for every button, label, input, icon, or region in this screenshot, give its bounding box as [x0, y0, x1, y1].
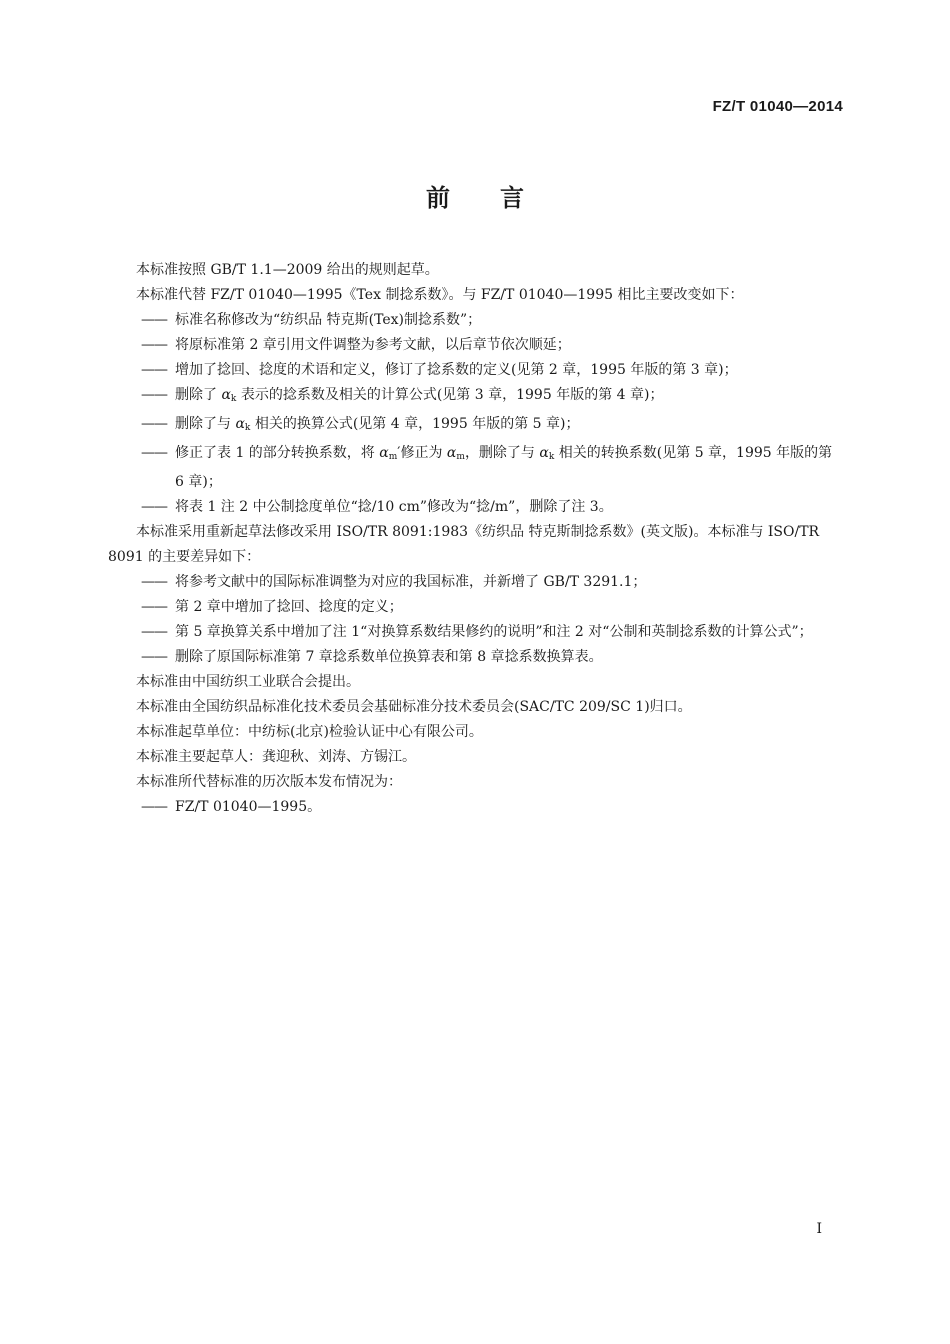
dash-item-text: 标准名称修改为“纺织品 特克斯(Tex)制捻系数”；	[175, 312, 482, 328]
dash-item-text: 第 5 章换算关系中增加了注 1“对换算系数结果修约的说明”和注 2 对“公制和英制捻系数的计算公式”；	[175, 624, 813, 640]
subscript: k	[230, 394, 237, 404]
dash-item	[108, 383, 843, 412]
page-title	[0, 178, 950, 213]
paragraph: 本标准所代替标准的历次版本发布情况为：	[136, 774, 402, 790]
dash-item	[108, 645, 843, 670]
paragraph: 本标准起草单位：中纺标(北京)检验认证中心有限公司。	[136, 724, 483, 740]
subscript: k	[548, 452, 555, 462]
dash-item-text: ′修正为	[397, 445, 447, 461]
dash-item	[108, 795, 843, 820]
alpha-symbol: α	[379, 445, 389, 461]
dash-item	[108, 595, 843, 620]
page-number: I	[816, 1221, 822, 1237]
dash-item-text: 表示的捻系数及相关的计算公式(见第 3 章，1995 年版的第 4 章)；	[236, 387, 664, 403]
dash-item-text: 相关的转换系数(见第 5 章，1995 年版的第 6 章)；	[175, 445, 833, 490]
dash-item	[108, 333, 843, 358]
paragraph: 本标准代替 FZ/T 01040—1995《Tex 制捻系数》。与 FZ/T 01040—1995 相比主要改变如下：	[136, 287, 744, 303]
dash-item-text: 第 2 章中增加了捻回、捻度的定义；	[175, 599, 403, 615]
dash-item	[108, 308, 843, 333]
title-char-2: 言	[500, 183, 524, 212]
subscript: m	[456, 452, 465, 462]
alpha-symbol: α	[235, 416, 245, 432]
dash-item	[108, 441, 843, 495]
alpha-symbol: α	[221, 387, 231, 403]
dash-item-text: 将参考文献中的国际标准调整为对应的我国标准，并新增了 GB/T 3291.1；	[175, 574, 647, 590]
dash-item-text: ，删除了与	[464, 445, 540, 461]
alpha-symbol: α	[539, 445, 549, 461]
subscript: m	[388, 452, 398, 462]
dash-item	[108, 495, 843, 520]
dash-item	[108, 358, 843, 383]
paragraph: 本标准由全国纺织品标准化技术委员会基础标准分技术委员会(SAC/TC 209/SC 1)归口。	[136, 699, 692, 715]
dash-item	[108, 620, 843, 645]
dash-item-text: 删除了原国际标准第 7 章捻系数单位换算表和第 8 章捻系数换算表。	[175, 649, 603, 665]
standard-code: FZ/T 01040—2014	[712, 98, 843, 115]
dash-item	[108, 570, 843, 595]
dash-item	[108, 412, 843, 441]
title-char-1: 前	[426, 183, 450, 212]
alpha-symbol: α	[446, 445, 457, 461]
dash-item-text: FZ/T 01040—1995。	[175, 799, 322, 815]
paragraph: 本标准采用重新起草法修改采用 ISO/TR 8091:1983《纺织品 特克斯制捻系数》(英文版)。本标准与 ISO/TR 8091 的主要差异如下：	[108, 524, 820, 565]
paragraph: 本标准主要起草人：龚迎秋、刘涛、方锡江。	[136, 749, 416, 765]
dash-item-text: 将表 1 注 2 中公制捻度单位“捻/10 cm”修改为“捻/m”，删除了注 3。	[175, 499, 613, 515]
dash-item-text: 相关的换算公式(见第 4 章，1995 年版的第 5 章)；	[250, 416, 580, 432]
paragraph: 本标准由中国纺织工业联合会提出。	[136, 674, 360, 690]
dash-item-text: 将原标准第 2 章引用文件调整为参考文献，以后章节依次顺延；	[175, 337, 571, 353]
subscript: k	[244, 423, 251, 433]
dash-item-text: 删除了	[175, 387, 222, 403]
foreword-body	[108, 258, 843, 820]
dash-item-text: 修正了表 1 的部分转换系数，将	[175, 445, 380, 461]
paragraph: 本标准按照 GB/T 1.1—2009 给出的规则起草。	[136, 262, 439, 278]
dash-item-text: 删除了与	[175, 416, 236, 432]
dash-item-text: 增加了捻回、捻度的术语和定义，修订了捻系数的定义(见第 2 章，1995 年版的第 3 章)；	[175, 362, 738, 378]
